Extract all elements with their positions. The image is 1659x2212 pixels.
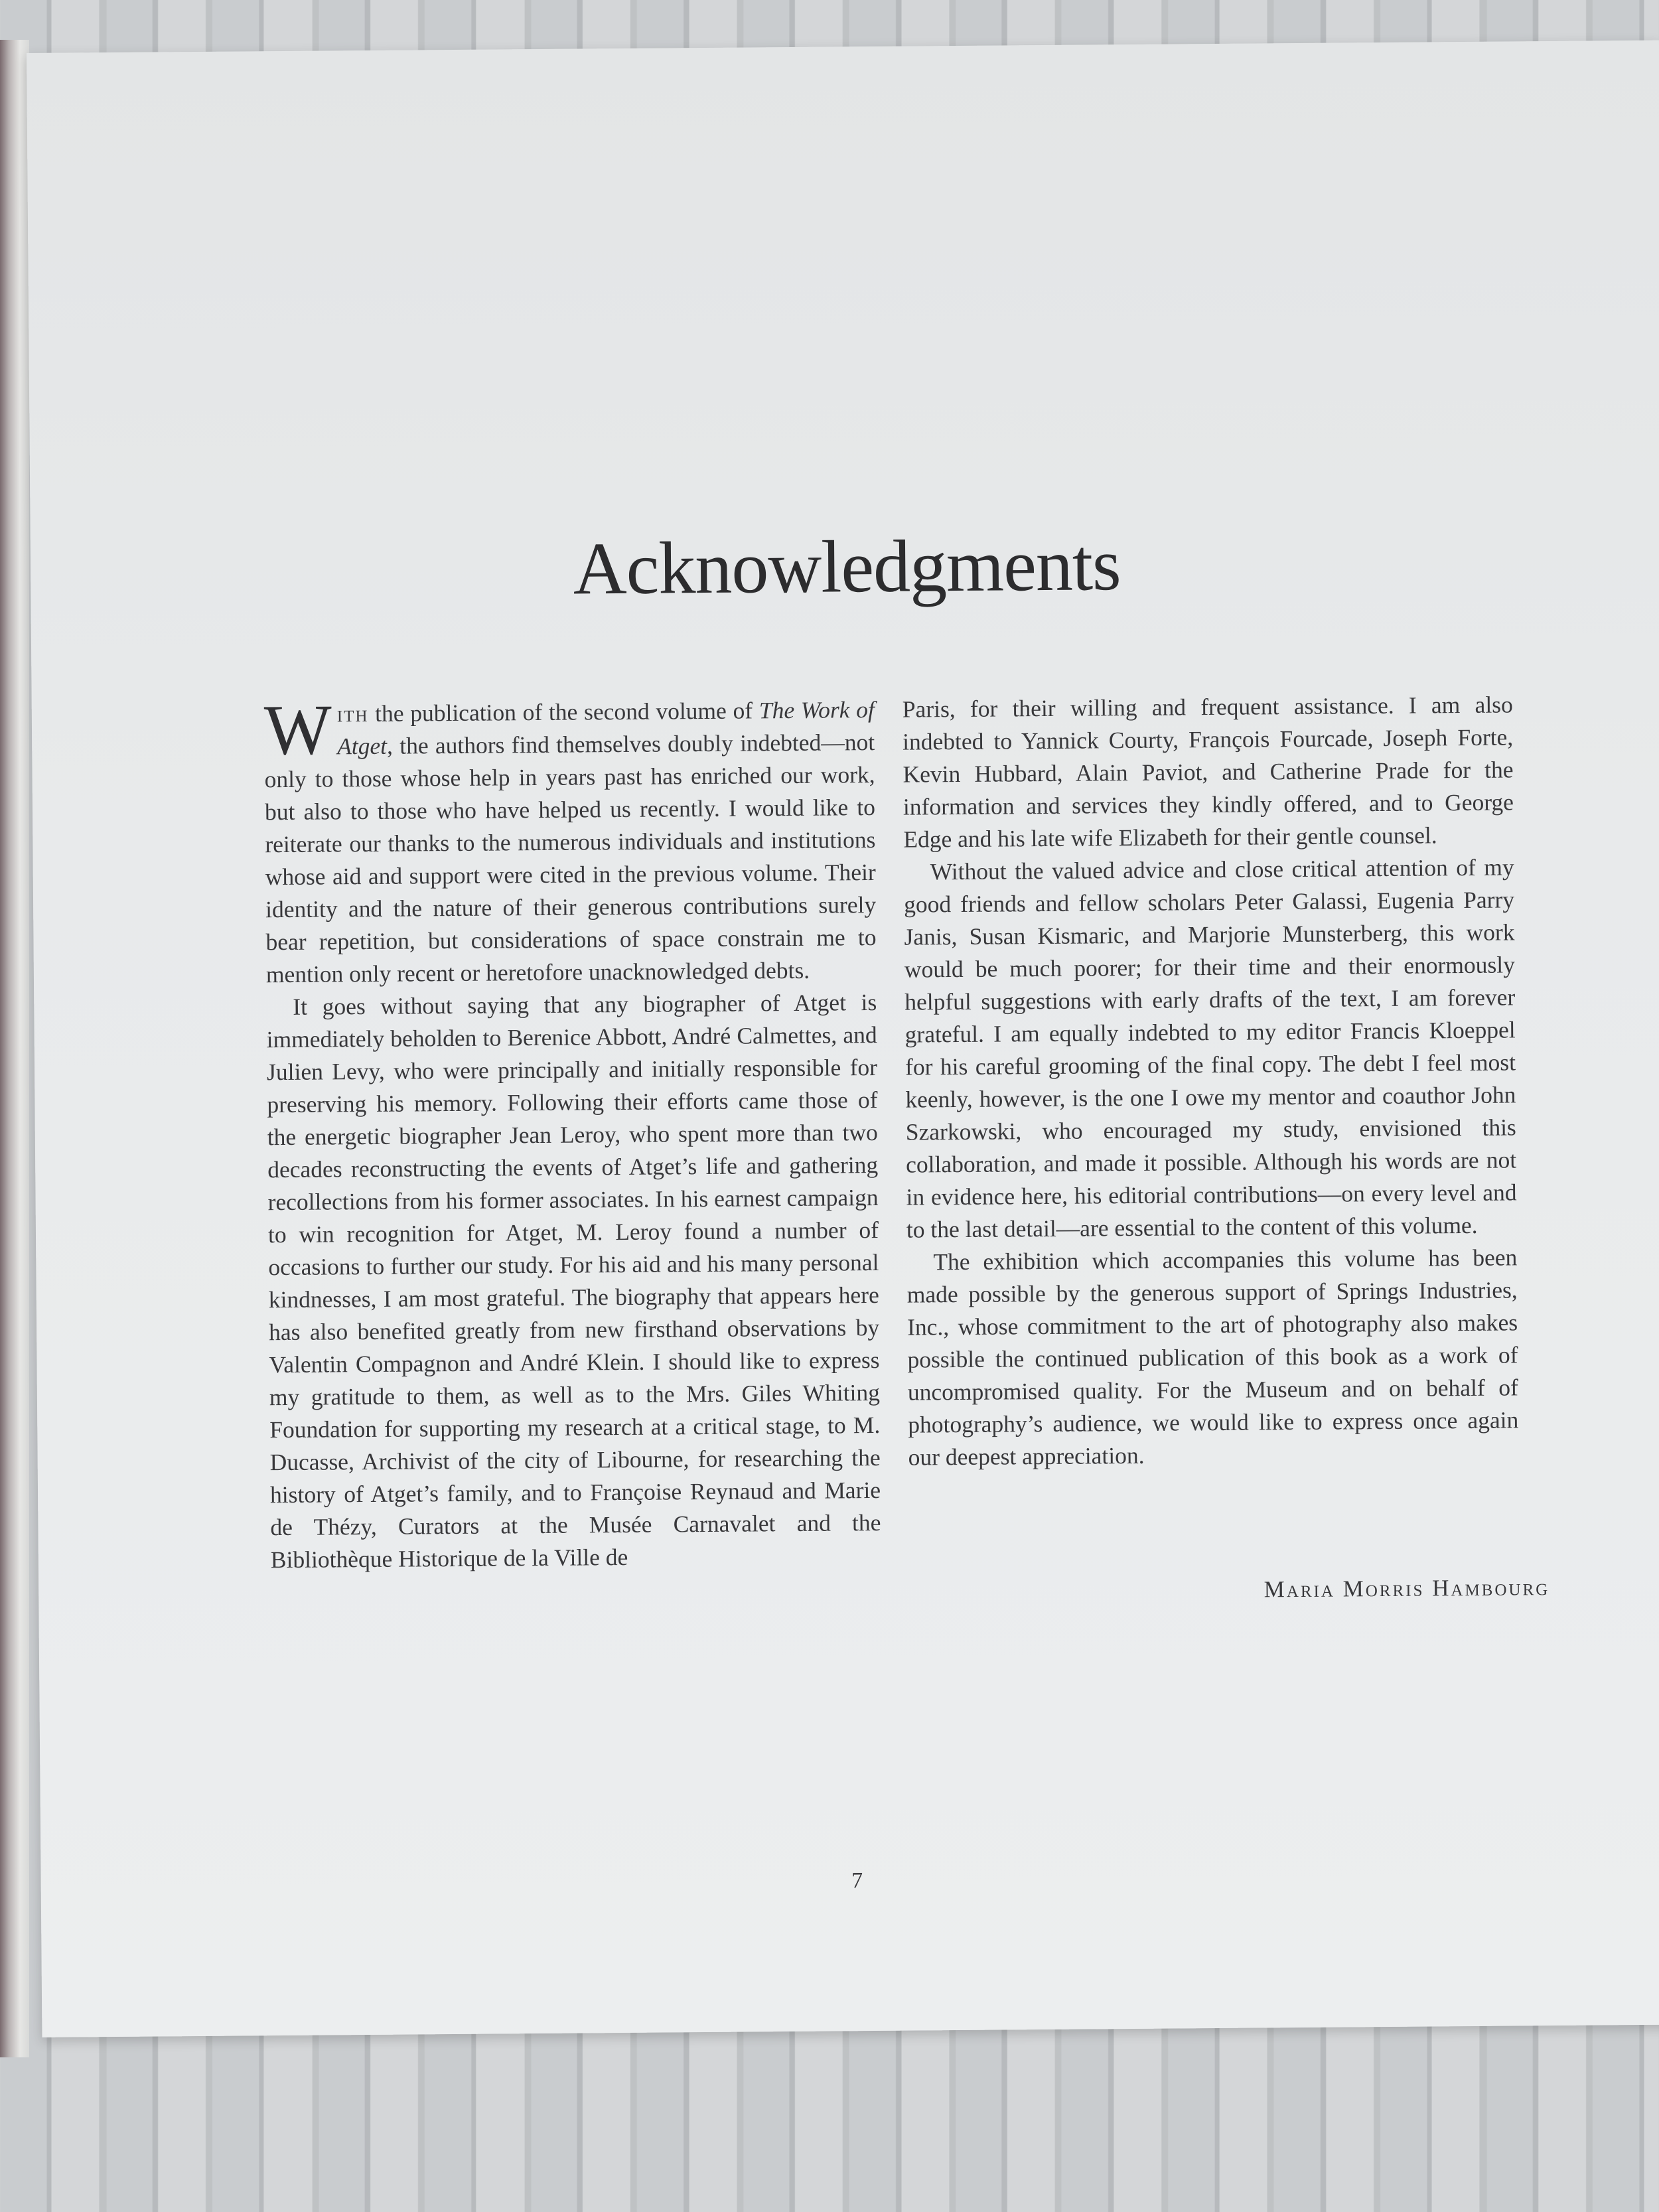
book-spine-edge xyxy=(0,40,29,2057)
paragraph-4: Without the valued advice and close critical attention of my good friends and fellow scholars Peter Galassi, Eugenia Parry Janis, Susan Kismaric, and Marjorie Munsterberg, this work would be much poorer; for their time and their enormously helpful suggestions with early drafts of the text, I am forever grateful. I am equally indebted to my editor Francis Kloeppel for his careful grooming of the final copy. The debt I feel most keenly, however, is the one I owe my mentor and coauthor John Szarkowski, who encouraged my study, envisioned this collaboration, and made it possible. Although his words are not in evidence here, his editorial contributions—on every level and to the last detail—are essential to the content of this volume. xyxy=(903,853,1517,1243)
paragraph-3: Paris, for their willing and frequent assistance. I am also indebted to Yannick Courty, François Fourcade, Joseph Forte, Kevin Hubbard, Alain Paviot, and Catherine Prade for the information and services they kindly offered, and to George Edge and his late wife Elizabeth for their gentle counsel. xyxy=(902,691,1514,853)
paragraph-1-text-a: the publication of the second volume of xyxy=(368,697,760,727)
paragraph-1-text-b: , the authors find themselves doubly indebted—not only to those whose help in years past has enriched our work, but also to those who have helped us recently. I would like to reiterate our thanks to the numerous individuals and institutions whose aid and support were cited in the previous volume. Their identity and the nature of their generous contributions surely bear repetition, but considerations of space constrain me to mention only recent or heretofore unacknowledged debts. xyxy=(264,728,877,988)
book-title-italic: The Work of Atget xyxy=(336,696,875,760)
drop-cap: W xyxy=(263,690,332,771)
left-column xyxy=(263,690,881,1576)
page-number: 7 xyxy=(851,1868,863,1893)
paragraph-1 xyxy=(263,690,877,991)
author-signature: Maria Morris Hambourg xyxy=(1263,1574,1550,1603)
lead-smallcaps: ith xyxy=(336,700,369,727)
book-page xyxy=(27,40,1659,2037)
right-column xyxy=(902,688,1519,1473)
paragraph-5: The exhibition which accompanies this volume has been made possible by the generous support of Springs Industries, Inc., whose commitment to the art of photography also makes possible the continued publication of this book as a work of uncompromised quality. For the Museum and on behalf of photography’s audience, we would like to express once again our deepest appreciation. xyxy=(906,1244,1519,1471)
paragraph-2: It goes without saying that any biographer of Atget is immediately beholden to Berenice Abbott, André Calmettes, and Julien Levy, who were principally and initially responsible for preserving his memory. Following their efforts came those of the energetic biographer Jean Leroy, who spent more than two decades reconstructing the events of Atget’s life and gathering recollections from his former associates. In his earnest campaign to win recognition for Atget, M. Leroy found a number of occasions to further our study. For his aid and his many personal kindnesses, I am most grateful. The biography that appears here has also benefited greatly from new firsthand observations by Valentin Compagnon and André Klein. I should like to express my gratitude to them, as well as to the Mrs. Giles Whiting Foundation for supporting my research at a critical stage, to M. Ducasse, Archivist of the city of Libourne, for researching the history of Atget’s family, and to Françoise Reynaud and Marie de Thézy, Curators at the Musée Carnavalet and the Bibliothèque Historique de la Ville de xyxy=(266,988,881,1574)
page-title: Acknowledgments xyxy=(573,524,1121,611)
